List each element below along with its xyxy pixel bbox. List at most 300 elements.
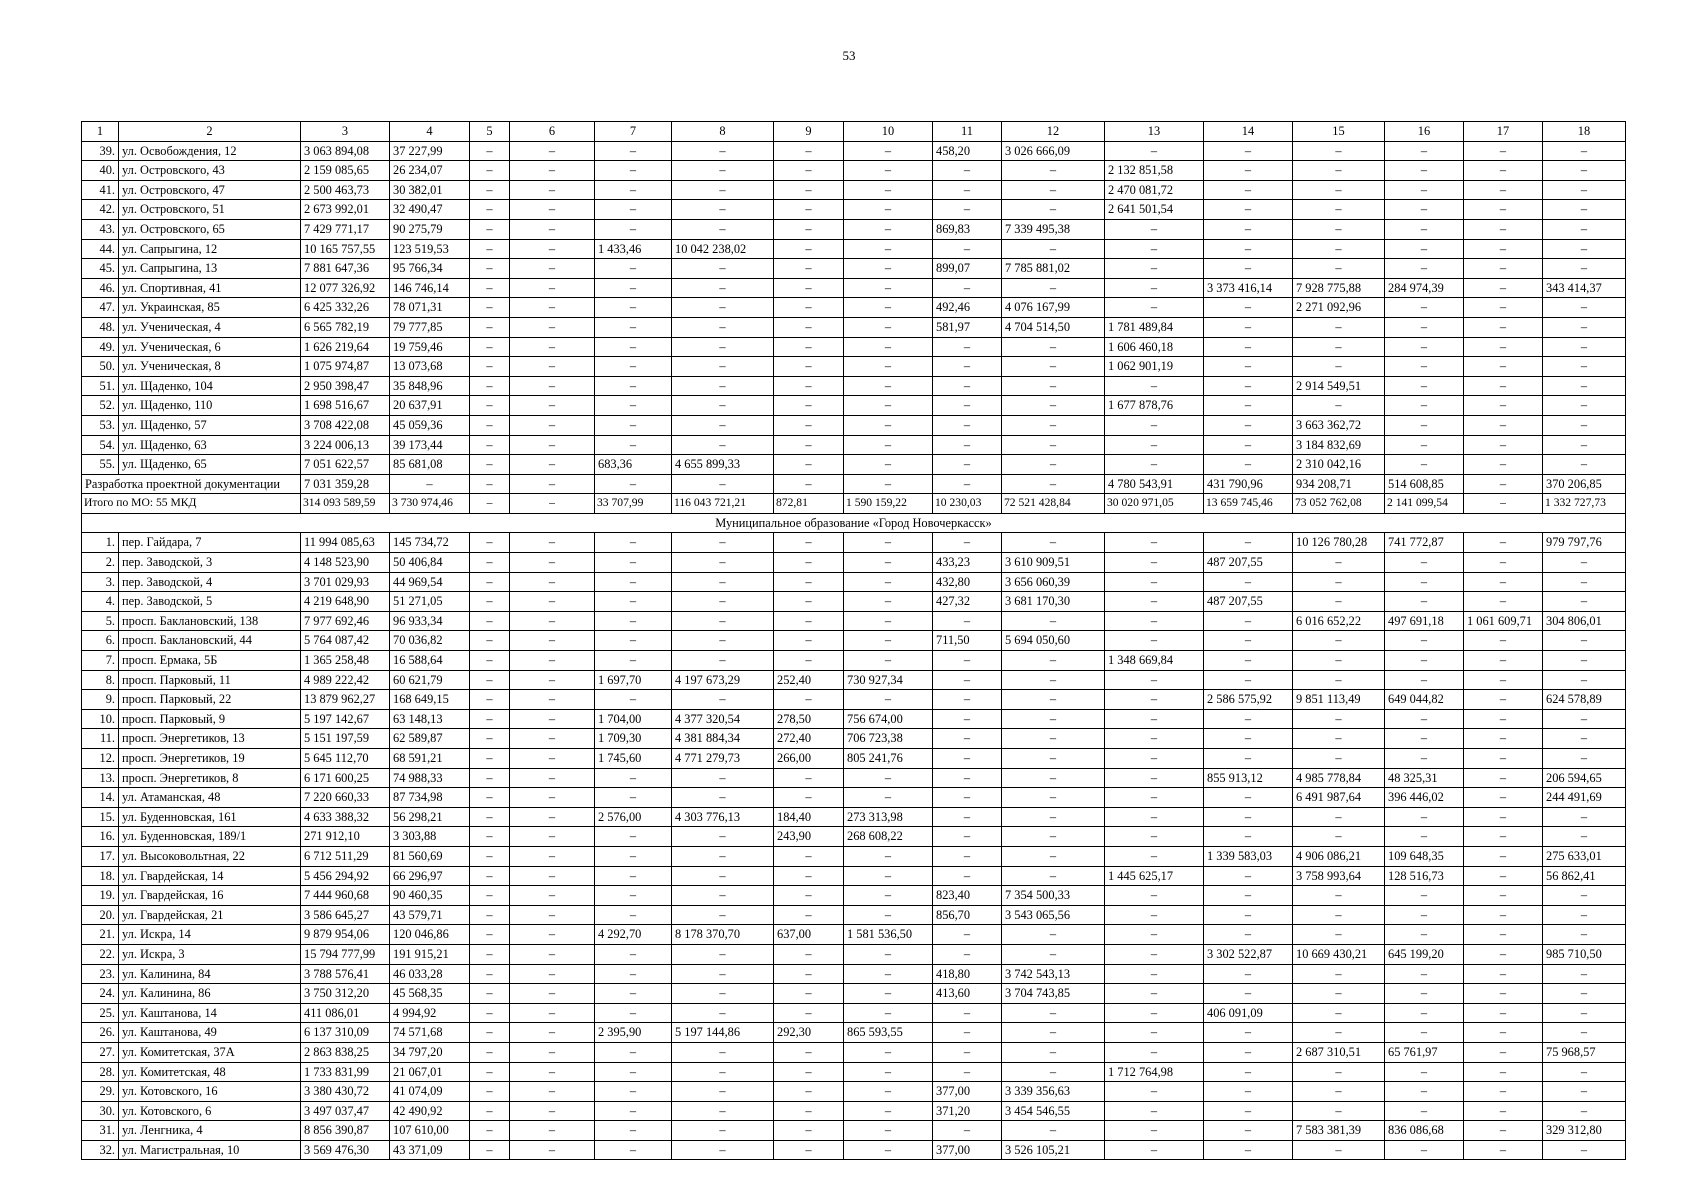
value-cell: – xyxy=(774,886,844,906)
value-cell: – xyxy=(510,415,595,435)
value-cell: – xyxy=(1464,944,1543,964)
value-cell: – xyxy=(774,631,844,651)
value-cell: – xyxy=(1464,709,1543,729)
table-row xyxy=(82,1121,1626,1141)
address-cell: ул. Щаденко, 104 xyxy=(119,376,301,396)
value-cell: – xyxy=(1002,709,1105,729)
value-cell: – xyxy=(470,415,510,435)
value-cell: – xyxy=(1105,239,1204,259)
value-cell: – xyxy=(595,141,672,161)
value-cell: 3 303,88 xyxy=(390,827,470,847)
value-cell: – xyxy=(672,572,774,592)
value-cell: 20 637,91 xyxy=(390,396,470,416)
value-cell: 637,00 xyxy=(774,925,844,945)
value-cell: – xyxy=(510,749,595,769)
value-cell: – xyxy=(510,317,595,337)
value-cell: – xyxy=(510,553,595,573)
value-cell: – xyxy=(510,651,595,671)
column-header: 5 xyxy=(470,122,510,142)
value-cell: – xyxy=(1385,376,1464,396)
value-cell: – xyxy=(1204,357,1293,377)
value-cell: – xyxy=(1464,317,1543,337)
value-cell: – xyxy=(1105,415,1204,435)
value-cell: – xyxy=(470,592,510,612)
value-cell: 1 697,70 xyxy=(595,670,672,690)
value-cell: – xyxy=(1105,788,1204,808)
value-cell: 3 380 430,72 xyxy=(301,1082,390,1102)
value-cell: 6 491 987,64 xyxy=(1293,788,1385,808)
value-cell: 3 543 065,56 xyxy=(1002,905,1105,925)
value-cell: – xyxy=(672,846,774,866)
value-cell: 2 271 092,96 xyxy=(1293,298,1385,318)
value-cell: 39 173,44 xyxy=(390,435,470,455)
value-cell: – xyxy=(844,141,933,161)
value-cell: 2 950 398,47 xyxy=(301,376,390,396)
row-number: 55. xyxy=(82,455,119,475)
value-cell: – xyxy=(933,1023,1002,1043)
value-cell: – xyxy=(672,317,774,337)
value-cell: 706 723,38 xyxy=(844,729,933,749)
value-cell: – xyxy=(1105,1082,1204,1102)
value-cell: – xyxy=(1105,1101,1204,1121)
value-cell: – xyxy=(510,180,595,200)
table-row xyxy=(82,846,1626,866)
value-cell: 244 491,69 xyxy=(1543,788,1626,808)
value-cell: – xyxy=(933,1042,1002,1062)
table-row xyxy=(82,807,1626,827)
table-row xyxy=(82,259,1626,279)
row-number: 3. xyxy=(82,572,119,592)
value-cell: 45 568,35 xyxy=(390,984,470,1004)
table-row xyxy=(82,964,1626,984)
address-cell: ул. Буденновская, 161 xyxy=(119,807,301,827)
value-cell: – xyxy=(844,886,933,906)
value-cell: 8 178 370,70 xyxy=(672,925,774,945)
value-cell: – xyxy=(774,1121,844,1141)
table-row xyxy=(82,553,1626,573)
value-cell: – xyxy=(1464,1042,1543,1062)
value-cell: 487 207,55 xyxy=(1204,592,1293,612)
value-cell: – xyxy=(933,200,1002,220)
value-cell: – xyxy=(933,1062,1002,1082)
value-cell: – xyxy=(1543,572,1626,592)
value-cell: – xyxy=(470,337,510,357)
value-cell: 1 709,30 xyxy=(595,729,672,749)
value-cell: – xyxy=(595,768,672,788)
table-row xyxy=(82,651,1626,671)
value-cell: – xyxy=(1464,788,1543,808)
value-cell: – xyxy=(1204,259,1293,279)
value-cell: – xyxy=(844,278,933,298)
value-cell: – xyxy=(1464,1140,1543,1160)
address-cell: ул. Искра, 3 xyxy=(119,944,301,964)
value-cell: – xyxy=(672,415,774,435)
value-cell: – xyxy=(672,944,774,964)
value-cell: 3 586 645,27 xyxy=(301,905,390,925)
value-cell: 1 704,00 xyxy=(595,709,672,729)
column-header: 3 xyxy=(301,122,390,142)
value-cell: – xyxy=(1464,768,1543,788)
value-cell: 6 425 332,26 xyxy=(301,298,390,318)
value-cell: – xyxy=(595,317,672,337)
value-cell: 2 641 501,54 xyxy=(1105,200,1204,220)
value-cell: 2 914 549,51 xyxy=(1293,376,1385,396)
value-cell: – xyxy=(1543,1023,1626,1043)
column-header: 18 xyxy=(1543,122,1626,142)
value-cell: 1 606 460,18 xyxy=(1105,337,1204,357)
value-cell: – xyxy=(1293,749,1385,769)
address-cell: просп. Баклановский, 138 xyxy=(119,611,301,631)
value-cell: – xyxy=(844,1082,933,1102)
row-number: 24. xyxy=(82,984,119,1004)
table-row xyxy=(82,925,1626,945)
value-cell: – xyxy=(1105,572,1204,592)
value-cell: – xyxy=(1464,905,1543,925)
value-cell: 1 445 625,17 xyxy=(1105,866,1204,886)
value-cell: 487 207,55 xyxy=(1204,553,1293,573)
value-cell: 184,40 xyxy=(774,807,844,827)
value-cell: – xyxy=(470,651,510,671)
value-cell: – xyxy=(672,1003,774,1023)
value-cell: – xyxy=(1543,357,1626,377)
value-cell: 1 781 489,84 xyxy=(1105,317,1204,337)
value-cell: 5 151 197,59 xyxy=(301,729,390,749)
value-cell: – xyxy=(510,670,595,690)
value-cell: – xyxy=(1293,180,1385,200)
value-cell: – xyxy=(1105,278,1204,298)
value-cell: 4 780 543,91 xyxy=(1105,474,1204,494)
value-cell: – xyxy=(933,651,1002,671)
value-cell: – xyxy=(470,1062,510,1082)
value-cell: – xyxy=(933,749,1002,769)
value-cell: – xyxy=(1464,396,1543,416)
value-cell: – xyxy=(510,709,595,729)
address-cell: ул. Ученическая, 4 xyxy=(119,317,301,337)
value-cell: 581,97 xyxy=(933,317,1002,337)
value-cell: – xyxy=(774,651,844,671)
address-cell: ул. Ученическая, 8 xyxy=(119,357,301,377)
table-row xyxy=(82,768,1626,788)
value-cell: 79 777,85 xyxy=(390,317,470,337)
value-cell: 1 062 901,19 xyxy=(1105,357,1204,377)
table-row xyxy=(82,827,1626,847)
column-header: 8 xyxy=(672,122,774,142)
value-cell: – xyxy=(1464,200,1543,220)
value-cell: 370 206,85 xyxy=(1543,474,1626,494)
row-number: 45. xyxy=(82,259,119,279)
value-cell: – xyxy=(1293,1140,1385,1160)
value-cell: – xyxy=(933,807,1002,827)
value-cell: – xyxy=(774,611,844,631)
value-cell: 9 851 113,49 xyxy=(1293,690,1385,710)
value-cell: – xyxy=(672,298,774,318)
value-cell: – xyxy=(1543,905,1626,925)
column-header: 13 xyxy=(1105,122,1204,142)
value-cell: – xyxy=(1204,572,1293,592)
value-cell: – xyxy=(595,1003,672,1023)
value-cell: – xyxy=(1543,709,1626,729)
value-cell: – xyxy=(1543,651,1626,671)
value-cell: – xyxy=(595,611,672,631)
value-cell: 4 704 514,50 xyxy=(1002,317,1105,337)
value-cell: – xyxy=(844,161,933,181)
table-row xyxy=(82,905,1626,925)
total-value-cell: 314 093 589,59 xyxy=(301,494,390,514)
value-cell: – xyxy=(1464,1003,1543,1023)
value-cell: – xyxy=(1105,533,1204,553)
table-row xyxy=(82,690,1626,710)
table-row xyxy=(82,1023,1626,1043)
value-cell: 7 339 495,38 xyxy=(1002,219,1105,239)
value-cell: – xyxy=(1293,827,1385,847)
value-cell: – xyxy=(774,533,844,553)
value-cell: 43 579,71 xyxy=(390,905,470,925)
value-cell: – xyxy=(1204,651,1293,671)
value-cell: – xyxy=(510,1023,595,1043)
value-cell: – xyxy=(595,337,672,357)
value-cell: 856,70 xyxy=(933,905,1002,925)
value-cell: – xyxy=(774,984,844,1004)
column-header: 6 xyxy=(510,122,595,142)
value-cell: – xyxy=(1543,553,1626,573)
value-cell: – xyxy=(1385,553,1464,573)
value-cell: – xyxy=(470,807,510,827)
value-cell: – xyxy=(1002,690,1105,710)
row-number: 10. xyxy=(82,709,119,729)
value-cell: – xyxy=(595,219,672,239)
address-cell: ул. Каштанова, 49 xyxy=(119,1023,301,1043)
value-cell: – xyxy=(1464,886,1543,906)
value-cell: 7 051 622,57 xyxy=(301,455,390,475)
value-cell: 411 086,01 xyxy=(301,1003,390,1023)
value-cell: – xyxy=(933,866,1002,886)
value-cell: – xyxy=(470,239,510,259)
value-cell: – xyxy=(1105,631,1204,651)
value-cell: – xyxy=(933,1003,1002,1023)
value-cell: – xyxy=(933,925,1002,945)
value-cell: – xyxy=(1385,357,1464,377)
value-cell: – xyxy=(595,396,672,416)
value-cell: – xyxy=(1293,396,1385,416)
value-cell: – xyxy=(595,1101,672,1121)
value-cell: – xyxy=(510,866,595,886)
value-cell: – xyxy=(672,984,774,1004)
value-cell: 50 406,84 xyxy=(390,553,470,573)
value-cell: – xyxy=(1464,651,1543,671)
value-cell: – xyxy=(774,768,844,788)
value-cell: 3 497 037,47 xyxy=(301,1101,390,1121)
address-cell: ул. Калинина, 84 xyxy=(119,964,301,984)
row-number: 50. xyxy=(82,357,119,377)
value-cell: – xyxy=(510,1003,595,1023)
value-cell: – xyxy=(470,1003,510,1023)
value-cell: 431 790,96 xyxy=(1204,474,1293,494)
page-number: 53 xyxy=(842,48,856,63)
value-cell: – xyxy=(1204,298,1293,318)
value-cell: – xyxy=(1204,396,1293,416)
value-cell: – xyxy=(1464,690,1543,710)
value-cell: 1 433,46 xyxy=(595,239,672,259)
value-cell: 4 381 884,34 xyxy=(672,729,774,749)
address-cell: ул. Сапрыгина, 13 xyxy=(119,259,301,279)
value-cell: – xyxy=(672,1062,774,1082)
value-cell: – xyxy=(510,141,595,161)
address-cell: ул. Котовского, 6 xyxy=(119,1101,301,1121)
value-cell: – xyxy=(1464,219,1543,239)
value-cell: – xyxy=(774,788,844,808)
value-cell: – xyxy=(470,690,510,710)
address-cell: ул. Ученическая, 6 xyxy=(119,337,301,357)
table-row xyxy=(82,278,1626,298)
value-cell: 649 044,82 xyxy=(1385,690,1464,710)
address-cell: просп. Парковый, 9 xyxy=(119,709,301,729)
value-cell: – xyxy=(1464,278,1543,298)
table-row xyxy=(82,219,1626,239)
value-cell: 87 734,98 xyxy=(390,788,470,808)
value-cell: – xyxy=(1464,572,1543,592)
value-cell: – xyxy=(1543,396,1626,416)
row-number: 42. xyxy=(82,200,119,220)
row-number: 5. xyxy=(82,611,119,631)
value-cell: 823,40 xyxy=(933,886,1002,906)
design-docs-label: Разработка проектной документации xyxy=(82,474,301,494)
value-cell: – xyxy=(510,239,595,259)
value-cell: – xyxy=(595,435,672,455)
value-cell: 56 862,41 xyxy=(1543,866,1626,886)
value-cell: – xyxy=(774,1042,844,1062)
value-cell: – xyxy=(672,435,774,455)
value-cell: 1 581 536,50 xyxy=(844,925,933,945)
value-cell: – xyxy=(1293,1062,1385,1082)
value-cell: 396 446,02 xyxy=(1385,788,1464,808)
value-cell: – xyxy=(470,925,510,945)
address-cell: пер. Заводской, 4 xyxy=(119,572,301,592)
value-cell: – xyxy=(1543,886,1626,906)
value-cell: 46 033,28 xyxy=(390,964,470,984)
value-cell: – xyxy=(470,161,510,181)
value-cell: – xyxy=(1464,239,1543,259)
column-header: 16 xyxy=(1385,122,1464,142)
value-cell: – xyxy=(1293,964,1385,984)
value-cell: – xyxy=(1002,1121,1105,1141)
value-cell: – xyxy=(1385,984,1464,1004)
value-cell: – xyxy=(595,1140,672,1160)
value-cell: 75 968,57 xyxy=(1543,1042,1626,1062)
value-cell: – xyxy=(844,474,933,494)
value-cell: – xyxy=(1105,259,1204,279)
value-cell: 42 490,92 xyxy=(390,1101,470,1121)
value-cell: 35 848,96 xyxy=(390,376,470,396)
table-row xyxy=(82,396,1626,416)
value-cell: – xyxy=(1543,200,1626,220)
value-cell: – xyxy=(1105,1140,1204,1160)
value-cell: – xyxy=(510,1140,595,1160)
row-number: 44. xyxy=(82,239,119,259)
value-cell: – xyxy=(1543,592,1626,612)
value-cell: – xyxy=(1543,631,1626,651)
value-cell: – xyxy=(1543,729,1626,749)
value-cell: 7 444 960,68 xyxy=(301,886,390,906)
value-cell: – xyxy=(933,376,1002,396)
address-cell: ул. Каштанова, 14 xyxy=(119,1003,301,1023)
value-cell: – xyxy=(1002,396,1105,416)
value-cell: – xyxy=(844,1140,933,1160)
value-cell: – xyxy=(1293,925,1385,945)
row-number: 43. xyxy=(82,219,119,239)
value-cell: – xyxy=(1385,180,1464,200)
total-value-cell: – xyxy=(1464,494,1543,514)
value-cell: – xyxy=(595,592,672,612)
value-cell: – xyxy=(672,611,774,631)
value-cell: – xyxy=(1385,200,1464,220)
value-cell: – xyxy=(672,474,774,494)
value-cell: 74 571,68 xyxy=(390,1023,470,1043)
value-cell: 66 296,97 xyxy=(390,866,470,886)
value-cell: – xyxy=(510,161,595,181)
value-cell: 292,30 xyxy=(774,1023,844,1043)
address-cell: ул. Атаманская, 48 xyxy=(119,788,301,808)
table-row xyxy=(82,141,1626,161)
value-cell: – xyxy=(774,180,844,200)
value-cell: – xyxy=(470,749,510,769)
address-cell: ул. Островского, 65 xyxy=(119,219,301,239)
total-label: Итого по МО: 55 МКД xyxy=(82,494,301,514)
value-cell: – xyxy=(1543,1140,1626,1160)
value-cell: 95 766,34 xyxy=(390,259,470,279)
value-cell: – xyxy=(1385,670,1464,690)
value-cell: – xyxy=(1105,886,1204,906)
value-cell: – xyxy=(1002,435,1105,455)
value-cell: – xyxy=(1204,161,1293,181)
value-cell: – xyxy=(774,866,844,886)
value-cell: – xyxy=(1105,611,1204,631)
value-cell: – xyxy=(1105,984,1204,1004)
value-cell: 1 745,60 xyxy=(595,749,672,769)
address-cell: пер. Гайдара, 7 xyxy=(119,533,301,553)
value-cell: – xyxy=(1105,1003,1204,1023)
value-cell: 16 588,64 xyxy=(390,651,470,671)
row-number: 21. xyxy=(82,925,119,945)
value-cell: – xyxy=(1002,788,1105,808)
address-cell: ул. Щаденко, 57 xyxy=(119,415,301,435)
value-cell: 41 074,09 xyxy=(390,1082,470,1102)
table-row xyxy=(82,1003,1626,1023)
value-cell: – xyxy=(933,611,1002,631)
value-cell: 123 519,53 xyxy=(390,239,470,259)
value-cell: – xyxy=(1204,239,1293,259)
value-cell: – xyxy=(844,455,933,475)
total-value-cell: 116 043 721,21 xyxy=(672,494,774,514)
value-cell: – xyxy=(1385,161,1464,181)
row-number: 12. xyxy=(82,749,119,769)
value-cell: – xyxy=(1002,415,1105,435)
value-cell: – xyxy=(844,611,933,631)
value-cell: 60 621,79 xyxy=(390,670,470,690)
value-cell: – xyxy=(1293,709,1385,729)
value-cell: – xyxy=(672,161,774,181)
value-cell: – xyxy=(933,533,1002,553)
value-cell: – xyxy=(774,298,844,318)
value-cell: – xyxy=(1105,905,1204,925)
value-cell: – xyxy=(470,729,510,749)
value-cell: – xyxy=(1385,709,1464,729)
value-cell: – xyxy=(510,631,595,651)
value-cell: – xyxy=(1002,1042,1105,1062)
value-cell: – xyxy=(1543,415,1626,435)
value-cell: – xyxy=(844,788,933,808)
value-cell: – xyxy=(1105,690,1204,710)
value-cell: – xyxy=(1464,298,1543,318)
